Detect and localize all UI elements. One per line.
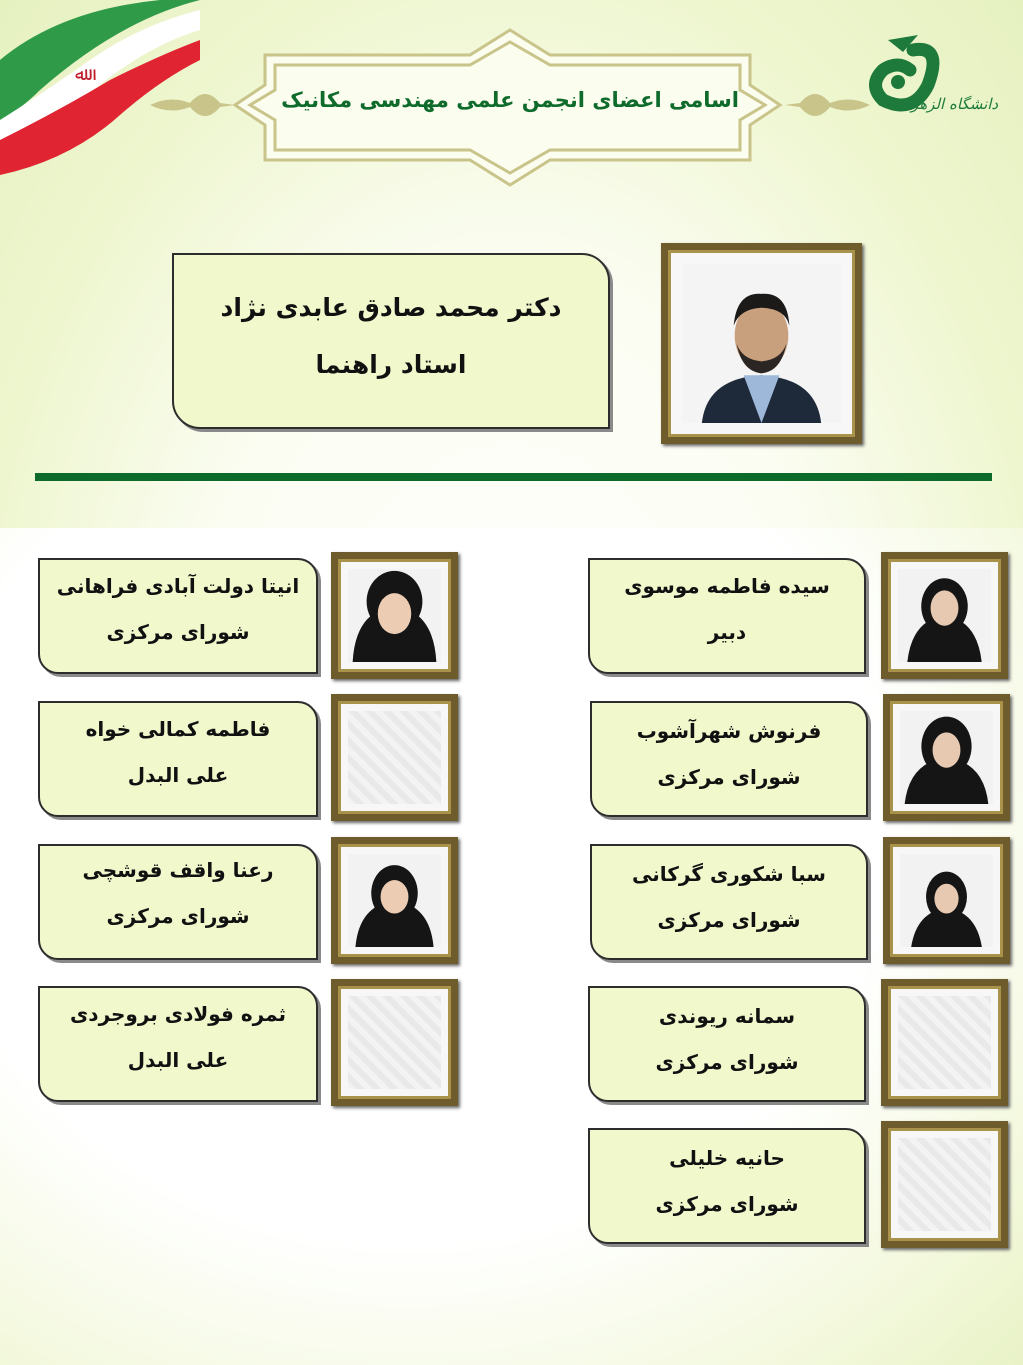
member-role: شورای مرکزی [106, 620, 250, 644]
member-role: دبیر [707, 620, 747, 644]
member-photo-frame [881, 552, 1008, 679]
member-role: شورای مرکزی [657, 765, 801, 789]
member-card [38, 701, 318, 817]
member-photo-frame [883, 694, 1010, 821]
member-card [38, 558, 318, 674]
member-card [588, 1128, 866, 1244]
member-card [38, 986, 318, 1102]
member-photo-frame [881, 979, 1008, 1106]
svg-text:ﷲ: ﷲ [75, 64, 86, 85]
member-role: شورای مرکزی [655, 1050, 799, 1074]
member-name: سیده فاطمه موسوی [624, 574, 830, 598]
member-photo [900, 854, 993, 947]
member-photo-frame [331, 979, 458, 1106]
member-card [38, 844, 318, 960]
advisor-name: دکتر محمد صادق عابدی نژاد [220, 293, 562, 322]
member-photo-frame [331, 694, 458, 821]
advisor-photo [682, 264, 841, 423]
member-photo-frame [331, 837, 458, 964]
empty-photo-placeholder [348, 996, 441, 1089]
member-photo [348, 854, 441, 947]
member-name: انیتا دولت آبادی فراهانی [56, 574, 300, 598]
advisor-role: استاد راهنما [315, 350, 467, 379]
member-role: شورای مرکزی [657, 908, 801, 932]
member-name: سمانه ریوندی [658, 1004, 796, 1028]
member-photo-frame [881, 1121, 1008, 1248]
member-photo [348, 569, 441, 662]
member-photo-frame [331, 552, 458, 679]
member-name: حانیه خلیلی [669, 1146, 785, 1170]
advisor-card [172, 253, 610, 429]
page-title: اسامی اعضای انجمن علمی مهندسی مکانیک [281, 88, 739, 112]
logo-text: دانشگاه الزهرا [906, 95, 999, 113]
member-role: شورای مرکزی [655, 1192, 799, 1216]
member-name: سبا شکوری گرکانی [632, 862, 826, 886]
empty-photo-placeholder [898, 996, 991, 1089]
advisor-photo-frame [661, 243, 862, 444]
member-photo [900, 711, 993, 804]
member-card [588, 558, 866, 674]
member-card [590, 701, 868, 817]
member-name: فاطمه کمالی خواه [85, 717, 271, 741]
member-photo-frame [883, 837, 1010, 964]
member-card [590, 844, 868, 960]
section-divider [35, 473, 992, 481]
member-role: شورای مرکزی [106, 904, 250, 928]
member-role: علی البدل [127, 1048, 229, 1072]
empty-photo-placeholder [348, 711, 441, 804]
alzahra-logo-icon [858, 30, 1008, 140]
member-photo [898, 569, 991, 662]
empty-photo-placeholder [898, 1138, 991, 1231]
member-card [588, 986, 866, 1102]
member-role: علی البدل [127, 763, 229, 787]
member-name: رعنا واقف قوشچی [82, 858, 274, 882]
member-name: فرنوش شهرآشوب [636, 719, 822, 743]
member-name: ثمره فولادی بروجردی [69, 1002, 287, 1026]
